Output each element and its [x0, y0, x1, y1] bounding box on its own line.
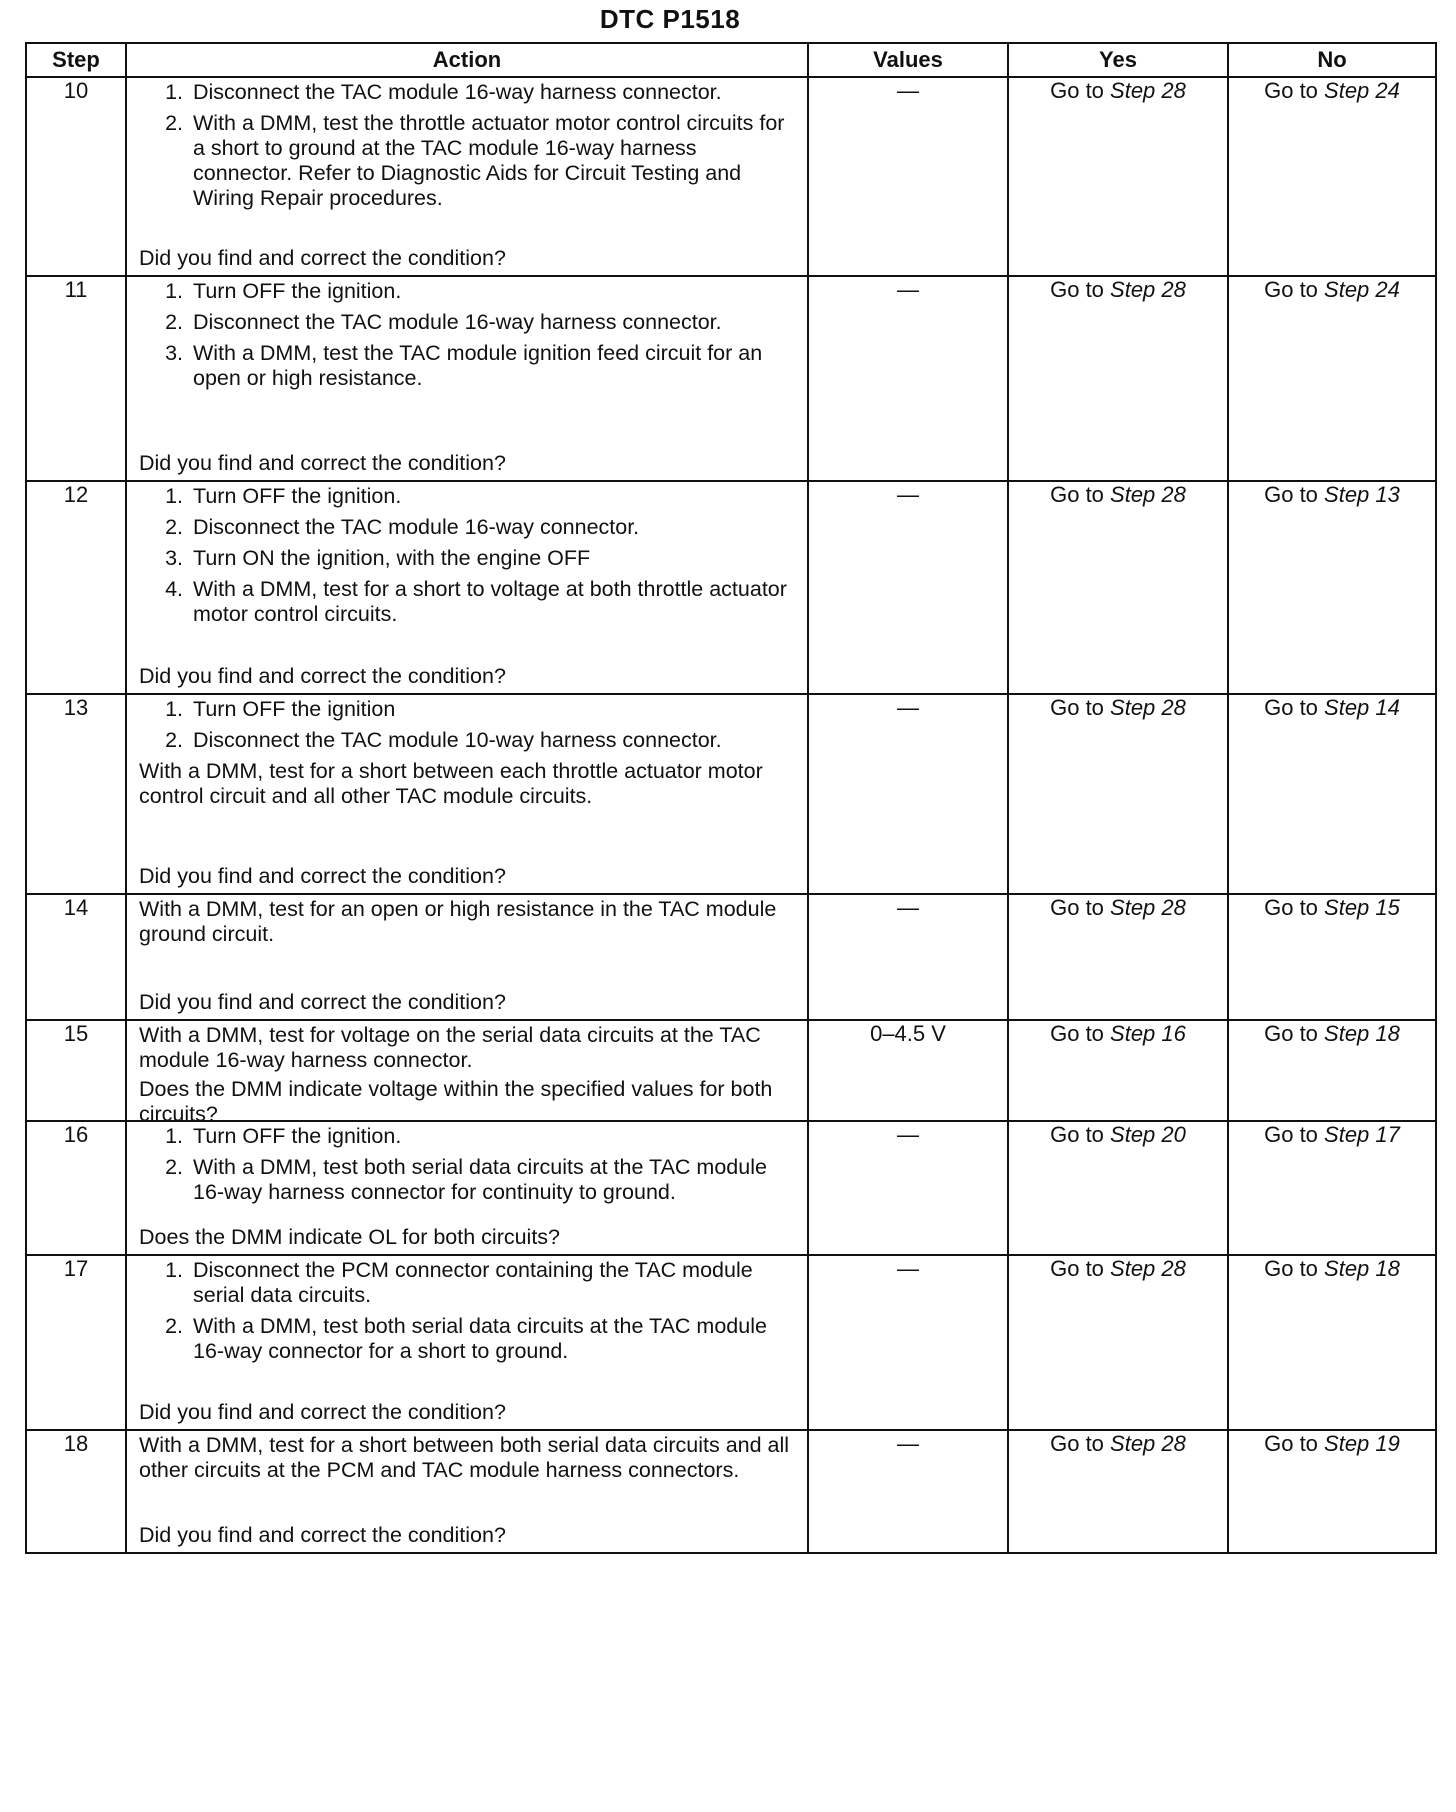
procedure-item: 3. With a DMM, test the TAC module ignition feed circuit for an open or high resistance. — [189, 341, 797, 391]
action-question: Did you find and correct the condition? — [139, 664, 506, 688]
yes-go-to-label: Go to — [1050, 895, 1111, 920]
values-cell: — — [808, 276, 1008, 481]
procedure-item: 2. Disconnect the TAC module 16-way harness connector. — [189, 310, 797, 335]
yes-go-to-label: Go to — [1050, 1256, 1111, 1281]
page-title: DTC P1518 — [599, 4, 741, 34]
step-number: 14 — [26, 894, 126, 1020]
no-go-to-label: Go to — [1264, 1021, 1325, 1046]
table-row — [26, 1020, 1436, 1121]
step-number: 10 — [26, 77, 126, 276]
action-cell — [126, 1430, 808, 1553]
values-cell: — — [808, 1430, 1008, 1553]
table-body — [26, 77, 1436, 1553]
yes-cell — [1008, 694, 1228, 894]
action-question: Did you find and correct the condition? — [139, 1400, 506, 1424]
table-row — [26, 1121, 1436, 1255]
yes-step-reference: Step 28 — [1110, 1431, 1186, 1456]
table-row — [26, 694, 1436, 894]
yes-step-reference: Step 28 — [1110, 277, 1186, 302]
action-cell — [126, 1020, 808, 1126]
procedure-item: 2. Disconnect the TAC module 16-way connector. — [189, 515, 797, 540]
action-question: Does the DMM indicate voltage within the specified values for both circuits? — [139, 1077, 773, 1126]
no-go-to-label: Go to — [1264, 1122, 1325, 1147]
action-cell — [126, 77, 808, 276]
no-go-to-label: Go to — [1264, 695, 1325, 720]
yes-step-reference: Step 28 — [1110, 895, 1186, 920]
action-text: With a DMM, test for voltage on the serial data circuits at the TAC module 16-way harness connector. — [139, 1023, 761, 1072]
header-values: Values — [808, 43, 1008, 77]
yes-step-reference: Step 28 — [1110, 482, 1186, 507]
yes-cell — [1008, 1255, 1228, 1430]
header-step: Step — [26, 43, 126, 77]
step-number: 15 — [26, 1020, 126, 1121]
values-cell: 0–4.5 V — [808, 1020, 1008, 1121]
no-step-reference: Step 24 — [1324, 277, 1400, 302]
action-text: With a DMM, test for a short between each throttle actuator motor control circuit and all other TAC module circuits. — [139, 759, 763, 808]
no-step-reference: Step 17 — [1324, 1122, 1400, 1147]
table-row — [26, 276, 1436, 481]
action-cell — [126, 894, 808, 1020]
no-step-reference: Step 13 — [1324, 482, 1400, 507]
values-cell: — — [808, 694, 1008, 894]
yes-cell — [1008, 1121, 1228, 1255]
table-row — [26, 1255, 1436, 1430]
values-cell: — — [808, 1121, 1008, 1255]
no-cell — [1228, 1255, 1436, 1430]
table-row — [26, 1430, 1436, 1553]
procedure-item: 2. With a DMM, test the throttle actuator motor control circuits for a short to ground at the TAC module 16-way harness connector. Refer to Diagnostic Aids for Circuit Testing and Wiring Repair procedures. — [189, 111, 797, 211]
yes-step-reference: Step 28 — [1110, 695, 1186, 720]
procedure-item: 2. Disconnect the TAC module 10-way harness connector. — [189, 728, 797, 753]
values-cell: — — [808, 77, 1008, 276]
values-cell: — — [808, 481, 1008, 694]
yes-go-to-label: Go to — [1050, 695, 1111, 720]
step-number: 16 — [26, 1121, 126, 1255]
action-question: Did you find and correct the condition? — [139, 1523, 506, 1547]
action-text: With a DMM, test for an open or high resistance in the TAC module ground circuit. — [139, 897, 777, 946]
yes-go-to-label: Go to — [1050, 78, 1111, 103]
yes-step-reference: Step 20 — [1110, 1122, 1186, 1147]
procedure-item: 1. Turn OFF the ignition — [189, 697, 797, 722]
step-number: 11 — [26, 276, 126, 481]
values-cell: — — [808, 1255, 1008, 1430]
no-go-to-label: Go to — [1264, 1431, 1325, 1456]
yes-cell — [1008, 1430, 1228, 1553]
procedure-item: 2. With a DMM, test both serial data circuits at the TAC module 16-way harness connector for continuity to ground. — [189, 1155, 797, 1205]
table-row — [26, 894, 1436, 1020]
action-question: Does the DMM indicate OL for both circuits? — [139, 1225, 561, 1249]
header-no: No — [1228, 43, 1436, 77]
no-go-to-label: Go to — [1264, 78, 1325, 103]
procedure-item: 1. Turn OFF the ignition. — [189, 484, 797, 509]
procedure-item: 1. Turn OFF the ignition. — [189, 279, 797, 304]
procedure-item: 4. With a DMM, test for a short to voltage at both throttle actuator motor control circuits. — [189, 577, 797, 627]
table-header-row — [26, 43, 1436, 77]
action-cell — [126, 694, 808, 894]
table-row — [26, 77, 1436, 276]
step-number: 12 — [26, 481, 126, 694]
procedure-item: 2. With a DMM, test both serial data circuits at the TAC module 16-way connector for a short to ground. — [189, 1314, 797, 1364]
yes-cell — [1008, 1020, 1228, 1121]
no-go-to-label: Go to — [1264, 482, 1325, 507]
action-cell — [126, 481, 808, 694]
yes-go-to-label: Go to — [1050, 1431, 1111, 1456]
no-cell — [1228, 1121, 1436, 1255]
step-number: 17 — [26, 1255, 126, 1430]
procedure-list — [139, 697, 797, 753]
no-step-reference: Step 18 — [1324, 1021, 1400, 1046]
action-question: Did you find and correct the condition? — [139, 246, 506, 270]
no-cell — [1228, 77, 1436, 276]
header-yes: Yes — [1008, 43, 1228, 77]
action-cell — [126, 1121, 808, 1255]
no-go-to-label: Go to — [1264, 895, 1325, 920]
yes-step-reference: Step 28 — [1110, 78, 1186, 103]
header-action: Action — [126, 43, 808, 77]
no-step-reference: Step 24 — [1324, 78, 1400, 103]
no-cell — [1228, 1430, 1436, 1553]
table-row — [26, 481, 1436, 694]
no-go-to-label: Go to — [1264, 277, 1325, 302]
procedure-list — [139, 1124, 797, 1205]
yes-step-reference: Step 28 — [1110, 1256, 1186, 1281]
action-cell — [126, 1255, 808, 1430]
procedure-item: 1. Disconnect the TAC module 16-way harness connector. — [189, 80, 797, 105]
yes-cell — [1008, 894, 1228, 1020]
procedure-list — [139, 484, 797, 627]
procedure-item: 1. Disconnect the PCM connector containing the TAC module serial data circuits. — [189, 1258, 797, 1308]
values-cell: — — [808, 894, 1008, 1020]
action-question: Did you find and correct the condition? — [139, 451, 506, 475]
no-step-reference: Step 18 — [1324, 1256, 1400, 1281]
no-go-to-label: Go to — [1264, 1256, 1325, 1281]
yes-cell — [1008, 481, 1228, 694]
procedure-list — [139, 80, 797, 211]
step-number: 18 — [26, 1430, 126, 1553]
procedure-list — [139, 1258, 797, 1364]
yes-go-to-label: Go to — [1050, 1122, 1111, 1147]
action-text: With a DMM, test for a short between both serial data circuits and all other circuits at the PCM and TAC module harness connectors. — [139, 1433, 790, 1482]
no-step-reference: Step 15 — [1324, 895, 1400, 920]
yes-go-to-label: Go to — [1050, 277, 1111, 302]
procedure-item: 3. Turn ON the ignition, with the engine OFF — [189, 546, 797, 571]
action-question: Did you find and correct the condition? — [139, 864, 506, 888]
diagnostic-table — [25, 42, 1437, 1554]
no-cell — [1228, 481, 1436, 694]
no-step-reference: Step 14 — [1324, 695, 1400, 720]
no-step-reference: Step 19 — [1324, 1431, 1400, 1456]
no-cell — [1228, 1020, 1436, 1121]
step-number: 13 — [26, 694, 126, 894]
no-cell — [1228, 694, 1436, 894]
yes-step-reference: Step 16 — [1110, 1021, 1186, 1046]
procedure-list — [139, 279, 797, 391]
no-cell — [1228, 276, 1436, 481]
procedure-item: 1. Turn OFF the ignition. — [189, 1124, 797, 1149]
yes-cell — [1008, 77, 1228, 276]
no-cell — [1228, 894, 1436, 1020]
action-question: Did you find and correct the condition? — [139, 990, 506, 1014]
yes-cell — [1008, 276, 1228, 481]
action-cell — [126, 276, 808, 481]
yes-go-to-label: Go to — [1050, 482, 1111, 507]
yes-go-to-label: Go to — [1050, 1021, 1111, 1046]
